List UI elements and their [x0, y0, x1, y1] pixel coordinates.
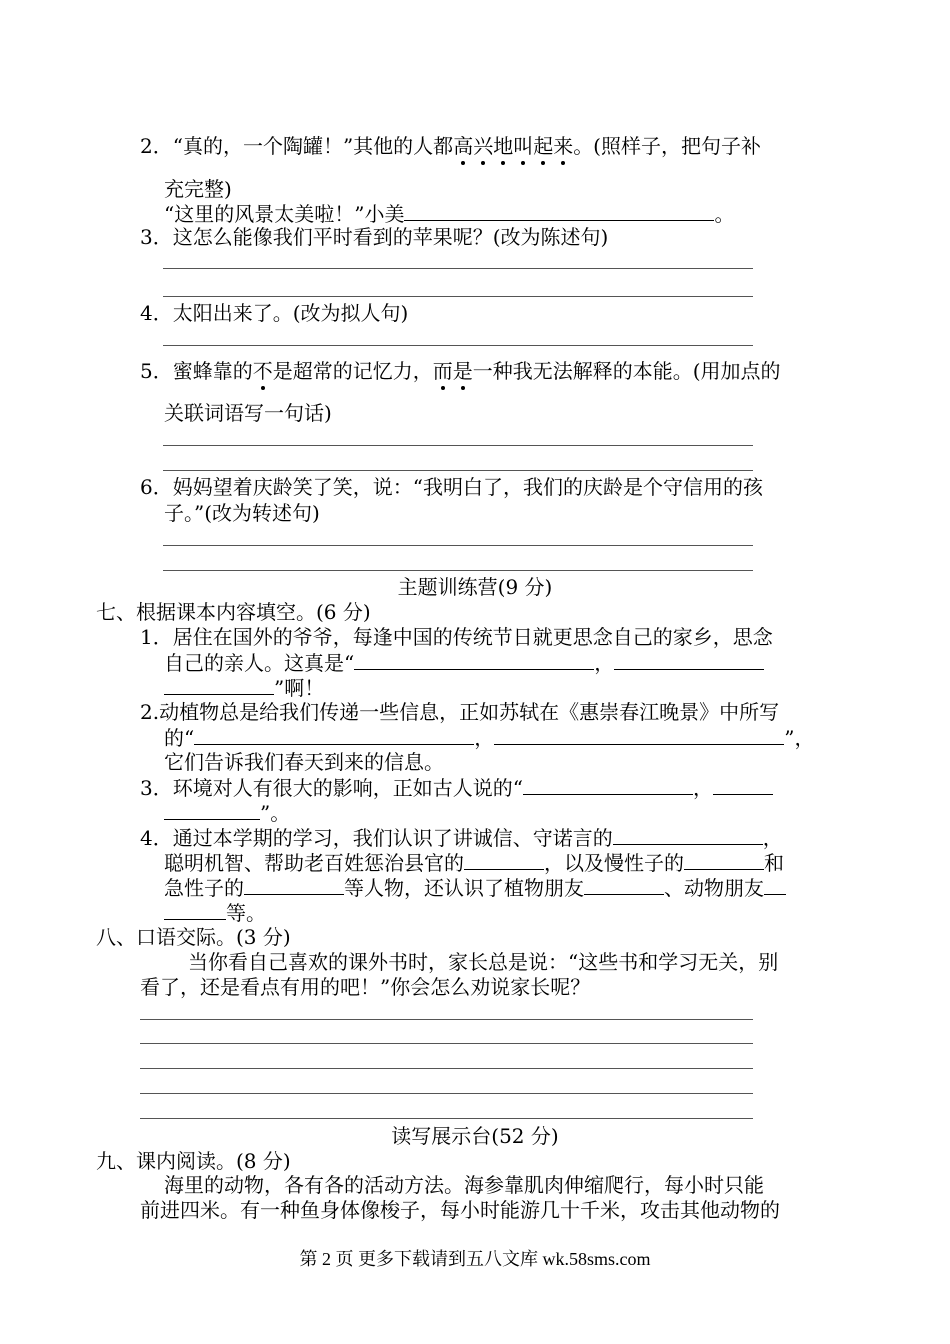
q7-item-4-line-2: 聪明机智、帮助老百姓惩治县官的 ，以及慢性子的 和 — [164, 851, 784, 875]
answer-line[interactable] — [163, 570, 753, 571]
answer-line[interactable] — [140, 1118, 753, 1119]
answer-blank[interactable] — [164, 674, 274, 695]
q9-line-1: 海里的动物，各有各的活动方法。海参靠肌肉伸缩爬行，每小时只能 — [164, 1173, 764, 1197]
answer-line[interactable] — [163, 268, 753, 269]
q7-item-2-line-1: 2.动植物总是给我们传递一些信息，正如苏轼在《惠崇春江晚景》中所写 — [140, 700, 780, 724]
emphasis-char: 不 — [252, 359, 273, 383]
section-title-theme: 主题训练营(9 分) — [397, 575, 553, 599]
item-2-line-1: 2．“真的，一个陶罐！”其他的人都高兴地叫起来。(照样子，把句子补 — [140, 134, 761, 158]
item-5-line-1: 5．蜜蜂靠的不是超常的记忆力，而是一种我无法解释的本能。(用加点的 — [140, 359, 781, 383]
answer-line[interactable] — [163, 470, 753, 471]
emphasis-char: 地 — [493, 134, 514, 158]
q7-item-1-line-3: ”啊！ — [164, 674, 324, 701]
q7-item-1-line-1: 1．居住在国外的爷爷，每逢中国的传统节日就更思念自己的家乡，思念 — [140, 625, 773, 649]
emphasis-char: 而 — [432, 359, 453, 383]
emphasis-char: 高 — [453, 134, 474, 158]
emphasis-char: 来 — [553, 134, 574, 158]
answer-line[interactable] — [163, 445, 753, 446]
emphasis-char: 是 — [452, 359, 473, 383]
q8-line-1: 当你看自己喜欢的课外书时，家长总是说：“这些书和学习无关，别 — [188, 950, 779, 974]
answer-line[interactable] — [163, 345, 753, 346]
q7-item-4-line-1: 4．通过本学期的学习，我们认识了讲诚信、守诺言的 ， — [140, 826, 783, 850]
answer-blank[interactable] — [523, 774, 693, 795]
item-3-question: 3．这怎么能像我们平时看到的苹果呢？(改为陈述句) — [140, 225, 609, 249]
answer-blank[interactable] — [713, 774, 773, 795]
emphasis-char: 起 — [533, 134, 554, 158]
answer-blank[interactable] — [244, 874, 344, 895]
emphasis-char: 叫 — [513, 134, 534, 158]
q7-item-4-line-3: 急性子的 等人物，还认识了植物朋友 、动物朋友 — [164, 874, 786, 901]
answer-blank[interactable] — [164, 799, 260, 820]
answer-blank[interactable] — [404, 200, 714, 221]
q7-item-3-line-1: 3．环境对人有很大的影响，正如古人说的“ ， — [140, 774, 773, 801]
answer-blank[interactable] — [584, 874, 664, 895]
emphasis-char: 兴 — [473, 134, 494, 158]
answer-line[interactable] — [163, 296, 753, 297]
answer-blank[interactable] — [614, 649, 764, 670]
answer-line[interactable] — [163, 545, 753, 546]
item-6-line-2: 子。”(改为转述句) — [164, 501, 320, 525]
q7-item-3-line-2: ”。 — [164, 799, 290, 826]
q8-heading: 八、口语交际。(3 分) — [96, 925, 291, 949]
q7-heading: 七、根据课本内容填空。(6 分) — [96, 600, 371, 624]
q8-line-2: 看了，还是看点有用的吧！”你会怎么劝说家长呢？ — [140, 975, 591, 999]
answer-line[interactable] — [140, 1068, 753, 1069]
answer-blank[interactable] — [194, 724, 474, 745]
item-4-question: 4．太阳出来了。(改为拟人句) — [140, 301, 409, 325]
answer-blank[interactable] — [354, 649, 594, 670]
answer-blank[interactable] — [613, 824, 763, 845]
answer-blank[interactable] — [494, 724, 784, 745]
answer-line[interactable] — [140, 1019, 753, 1020]
q7-item-2-line-3: 它们告诉我们春天到来的信息。 — [164, 750, 444, 774]
answer-blank[interactable] — [764, 874, 786, 895]
item-6-line-1: 6．妈妈望着庆龄笑了笑，说：“我明白了，我们的庆龄是个守信用的孩 — [140, 475, 763, 499]
answer-blank[interactable] — [464, 849, 544, 870]
item-5-line-2: 关联词语写一句话) — [164, 401, 332, 425]
q7-item-1-line-2: 自己的亲人。这真是“ ， — [164, 649, 764, 676]
answer-blank[interactable] — [684, 849, 764, 870]
q9-heading: 九、课内阅读。(8 分) — [96, 1149, 291, 1173]
item-2-line-3: “这里的风景太美啦！”小美 。 — [164, 202, 735, 226]
q7-item-4-line-4: 等。 — [164, 899, 266, 926]
q9-line-2: 前进四米。有一种鱼身体像梭子，每小时能游几十千米，攻击其他动物的 — [140, 1198, 780, 1222]
section-title-read: 读写展示台(52 分) — [391, 1124, 559, 1148]
q7-item-2-line-2: 的“ ， ”， — [164, 726, 815, 750]
page-footer: 第 2 页 更多下载请到五八文库 wk.58sms.com — [299, 1249, 651, 1269]
item-2-line-2: 充完整) — [164, 177, 232, 201]
answer-line[interactable] — [140, 1043, 753, 1044]
answer-blank[interactable] — [164, 899, 226, 920]
answer-line[interactable] — [140, 1093, 753, 1094]
